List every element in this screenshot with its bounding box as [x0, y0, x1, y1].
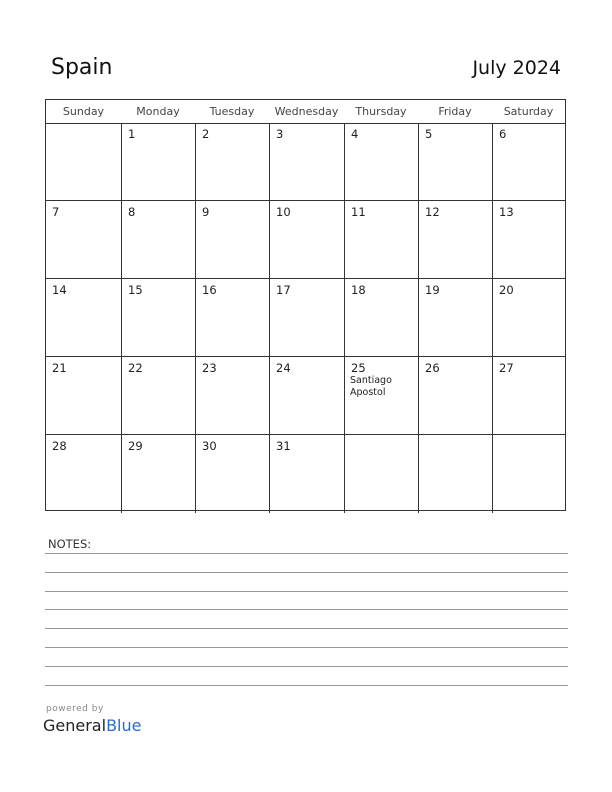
day-cell-23 [195, 357, 269, 434]
day-number: 22 [128, 361, 143, 375]
day-number: 27 [499, 361, 514, 375]
brand-blue: Blue [106, 716, 142, 735]
powered-by-text: powered by [46, 704, 104, 714]
day-number: 29 [128, 439, 143, 453]
week-row [46, 123, 565, 201]
day-number: 1 [128, 127, 136, 141]
day-cell-31 [269, 435, 344, 513]
day-cell-21 [46, 357, 121, 434]
day-number: 4 [351, 127, 359, 141]
day-number: 5 [425, 127, 433, 141]
day-number: 7 [52, 205, 60, 219]
note-line [45, 666, 568, 667]
note-line [45, 553, 568, 554]
country-title: Spain [51, 55, 113, 80]
day-cell-1 [121, 123, 195, 200]
day-number: 13 [499, 205, 514, 219]
day-cell-2 [195, 123, 269, 200]
day-number: 21 [52, 361, 67, 375]
brand-general: General [43, 716, 107, 735]
day-number: 23 [202, 361, 217, 375]
day-number: 31 [276, 439, 291, 453]
note-line [45, 685, 568, 686]
week-row [46, 201, 565, 279]
day-cell-27 [492, 357, 565, 434]
day-cell-8 [121, 201, 195, 278]
day-cell-10 [269, 201, 344, 278]
note-line [45, 628, 568, 629]
day-cell-22 [121, 357, 195, 434]
weekday-monday: Monday [136, 105, 180, 118]
note-line [45, 591, 568, 592]
note-line [45, 647, 568, 648]
day-cell-6 [492, 123, 565, 200]
empty-day-cell [344, 435, 418, 513]
empty-day-cell [492, 435, 565, 513]
day-cell-12 [418, 201, 492, 278]
day-cell-5 [418, 123, 492, 200]
week-row [46, 357, 565, 435]
week-row [46, 435, 565, 513]
day-number: 12 [425, 205, 440, 219]
day-cell-19 [418, 279, 492, 356]
weekday-wednesday: Wednesday [274, 105, 339, 118]
day-number: 30 [202, 439, 217, 453]
day-number: 20 [499, 283, 514, 297]
day-number: 11 [351, 205, 366, 219]
day-cell-3 [269, 123, 344, 200]
weekday-tuesday: Tuesday [209, 105, 255, 118]
day-cell-4 [344, 123, 418, 200]
generalblue-logo [43, 716, 141, 735]
day-number: 24 [276, 361, 291, 375]
day-number: 15 [128, 283, 143, 297]
day-cell-16 [195, 279, 269, 356]
day-cell-15 [121, 279, 195, 356]
day-number: 18 [351, 283, 366, 297]
day-cell-18 [344, 279, 418, 356]
weekday-saturday: Saturday [503, 105, 554, 118]
day-cell-17 [269, 279, 344, 356]
day-cell-25 [344, 357, 418, 434]
calendar-grid [45, 99, 566, 511]
day-number: 2 [202, 127, 210, 141]
notes-label: NOTES: [48, 537, 92, 551]
day-number: 8 [128, 205, 136, 219]
day-cell-24 [269, 357, 344, 434]
day-cell-20 [492, 279, 565, 356]
day-number: 28 [52, 439, 67, 453]
week-row [46, 279, 565, 357]
day-number: 14 [52, 283, 67, 297]
holiday-label: Santiago Apostol [350, 375, 392, 398]
day-cell-26 [418, 357, 492, 434]
day-cell-9 [195, 201, 269, 278]
day-cell-30 [195, 435, 269, 513]
empty-day-cell [418, 435, 492, 513]
month-title: July 2024 [472, 57, 561, 79]
day-number: 17 [276, 283, 291, 297]
day-cell-11 [344, 201, 418, 278]
weekday-friday: Friday [438, 105, 472, 118]
day-number: 3 [276, 127, 284, 141]
day-cell-28 [46, 435, 121, 513]
day-number: 19 [425, 283, 440, 297]
empty-day-cell [46, 123, 121, 200]
day-number: 10 [276, 205, 291, 219]
day-number: 16 [202, 283, 217, 297]
day-number: 6 [499, 127, 507, 141]
day-number: 9 [202, 205, 210, 219]
day-cell-13 [492, 201, 565, 278]
day-number: 26 [425, 361, 440, 375]
day-cell-14 [46, 279, 121, 356]
weekday-header-row [46, 100, 565, 124]
day-cell-29 [121, 435, 195, 513]
note-line [45, 572, 568, 573]
note-line [45, 609, 568, 610]
day-cell-7 [46, 201, 121, 278]
weekday-sunday: Sunday [62, 105, 105, 118]
weekday-thursday: Thursday [355, 105, 407, 118]
day-number: 25 [351, 361, 366, 375]
